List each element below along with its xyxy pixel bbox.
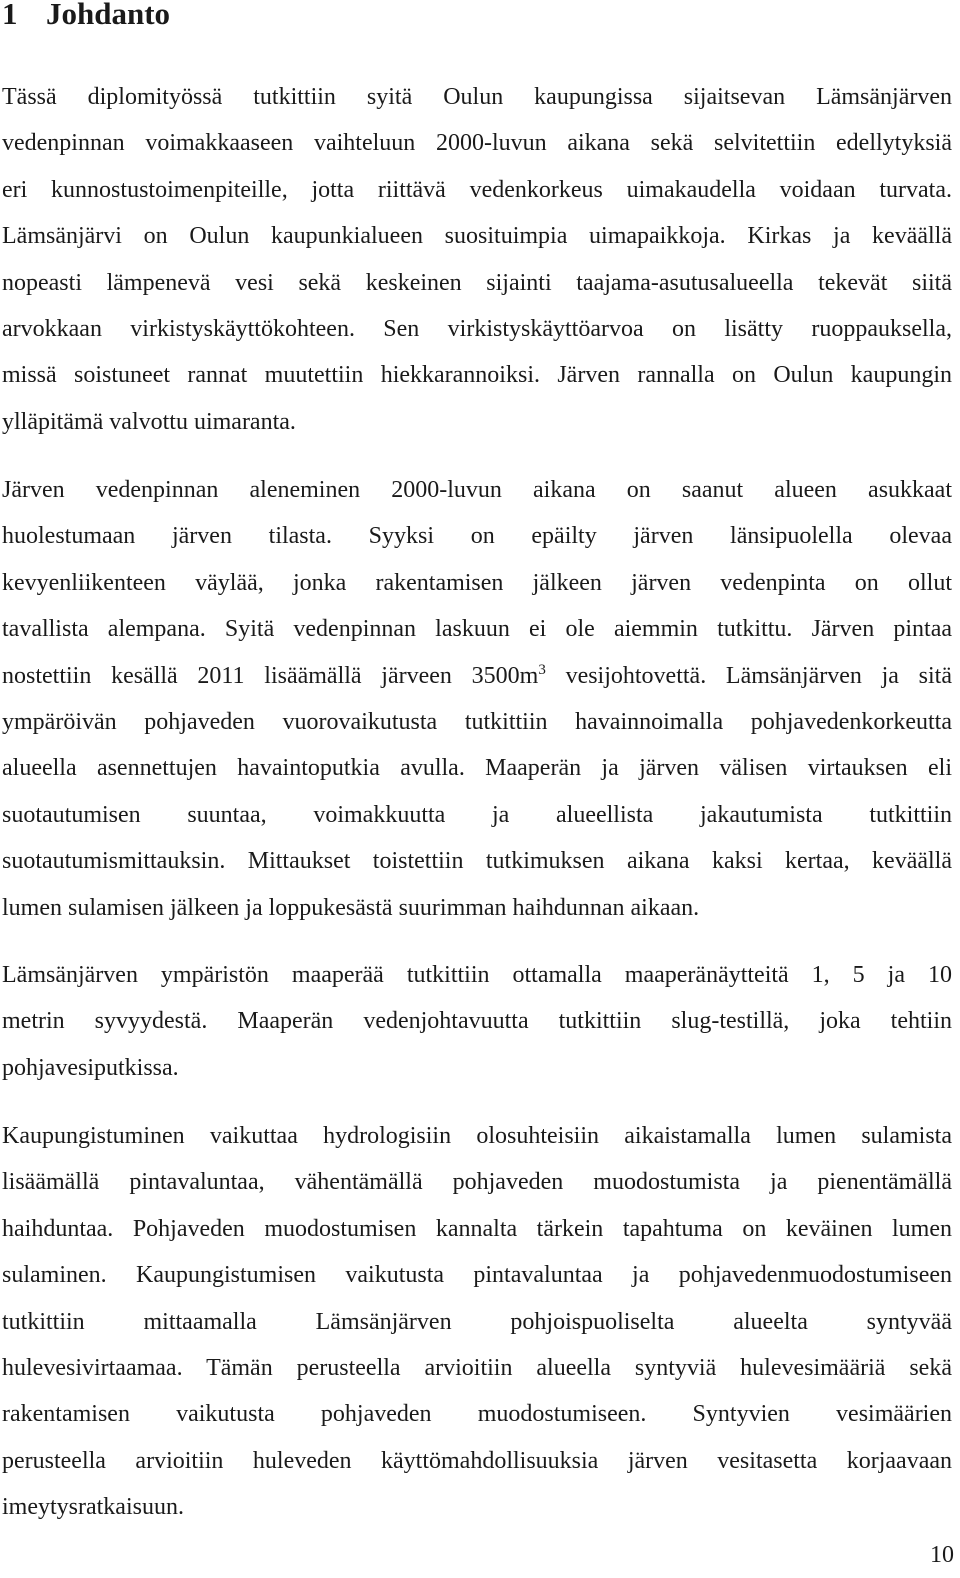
page-number: 10: [930, 1542, 954, 1568]
text-line: missä soistuneet rannat muutettiin hiekkarannoiksi. Järven rannalla on Oulun kaupungin: [2, 362, 952, 389]
text-line: ylläpitämä valvottu uimaranta.: [2, 408, 296, 435]
text-line: Lämsänjärven ympäristön maaperää tutkittiin ottamalla maaperänäytteitä 1, 5 ja 10: [2, 962, 952, 988]
text-line: perusteella arvioitiin huleveden käyttömahdollisuuksia järven vesitasetta korjaavaan: [2, 1447, 952, 1474]
text-line: Kaupungistuminen vaikuttaa hydrologisiin olosuhteisiin aikaistamalla lumen sulamista: [2, 1123, 952, 1149]
paragraph-1: [2, 74, 952, 445]
text-line: ympäröivän pohjaveden vuorovaikutusta tutkittiin havainnoimalla pohjavedenkorkeutta: [2, 709, 952, 736]
text-line: Tässä diplomityössä tutkittiin syitä Oulun kaupungissa sijaitsevan Lämsänjärven: [2, 84, 952, 110]
text-line: sulaminen. Kaupungistumisen vaikutusta pintavaluntaa ja pohjavedenmuodostumiseen: [2, 1262, 952, 1289]
text-line: imeytysratkaisuun.: [2, 1494, 184, 1521]
text-line: nopeasti lämpenevä vesi sekä keskeinen sijainti taajama-asutusalueella tekevät siitä: [2, 269, 952, 296]
text-segment: vesijohtovettä. Lämsänjärven ja sitä: [545, 662, 952, 689]
text-line: eri kunnostustoimenpiteille, jotta riittävä vedenkorkeus uimakaudella voidaan turvata.: [2, 176, 952, 203]
text-line: alueella asennettujen havaintoputkia avulla. Maaperän ja järven välisen virtauksen eli: [2, 755, 952, 782]
chapter-heading: [2, 0, 170, 34]
text-line: rakentamisen vaikutusta pohjaveden muodostumiseen. Syntyvien vesimäärien: [2, 1401, 952, 1428]
superscript: 3: [538, 661, 546, 678]
text-segment: nostettiin kesällä 2011 lisäämällä järveen 3500m: [2, 662, 539, 689]
paragraph-3: [2, 952, 952, 1091]
text-line: lisäämällä pintavaluntaa, vähentämällä pohjaveden muodostumista ja pienentämällä: [2, 1169, 952, 1196]
text-line-with-superscript: [2, 653, 952, 699]
text-line: Järven vedenpinnan aleneminen 2000-luvun aikana on saanut alueen asukkaat: [2, 477, 952, 503]
text-line: pohjavesiputkissa.: [2, 1054, 179, 1081]
text-line: arvokkaan virkistyskäyttökohteen. Sen virkistyskäyttöarvoa on lisätty ruoppauksella,: [2, 316, 952, 343]
text-line: hulevesivirtaamaa. Tämän perusteella arvioitiin alueella syntyviä hulevesimääriä sekä: [2, 1355, 952, 1382]
chapter-title: Johdanto: [46, 0, 171, 31]
text-line: suotautumismittauksin. Mittaukset toistettiin tutkimuksen aikana kaksi kertaa, keväällä: [2, 848, 952, 875]
text-line: metrin syvyydestä. Maaperän vedenjohtavuutta tutkittiin slug-testillä, joka tehtiin: [2, 1008, 952, 1035]
paragraph-4: [2, 1113, 952, 1531]
text-line: Lämsänjärvi on Oulun kaupunkialueen suosituimpia uimapaikkoja. Kirkas ja keväällä: [2, 223, 952, 250]
text-line: vedenpinnan voimakkaaseen vaihteluun 2000-luvun aikana sekä selvitettiin edellytyksiä: [2, 130, 952, 157]
chapter-number: 1: [2, 0, 18, 31]
text-line: lumen sulamisen jälkeen ja loppukesästä suurimman haihdunnan aikaan.: [2, 894, 700, 921]
text-line: tavallista alempana. Syitä vedenpinnan laskuun ei ole aiemmin tutkittu. Järven pintaa: [2, 616, 952, 643]
text-line: suotautumisen suuntaa, voimakkuutta ja alueellista jakautumista tutkittiin: [2, 801, 952, 828]
text-line: haihduntaa. Pohjaveden muodostumisen kannalta tärkein tapahtuma on keväinen lumen: [2, 1215, 952, 1242]
text-line: tutkittiin mittaamalla Lämsänjärven pohjoispuoliselta alueelta syntyvää: [2, 1308, 952, 1335]
text-line: kevyenliikenteen väylää, jonka rakentamisen jälkeen järven vedenpinta on ollut: [2, 569, 952, 596]
text-line: huolestumaan järven tilasta. Syyksi on epäilty järven länsipuolella olevaa: [2, 523, 952, 550]
paragraph-2: [2, 467, 952, 931]
